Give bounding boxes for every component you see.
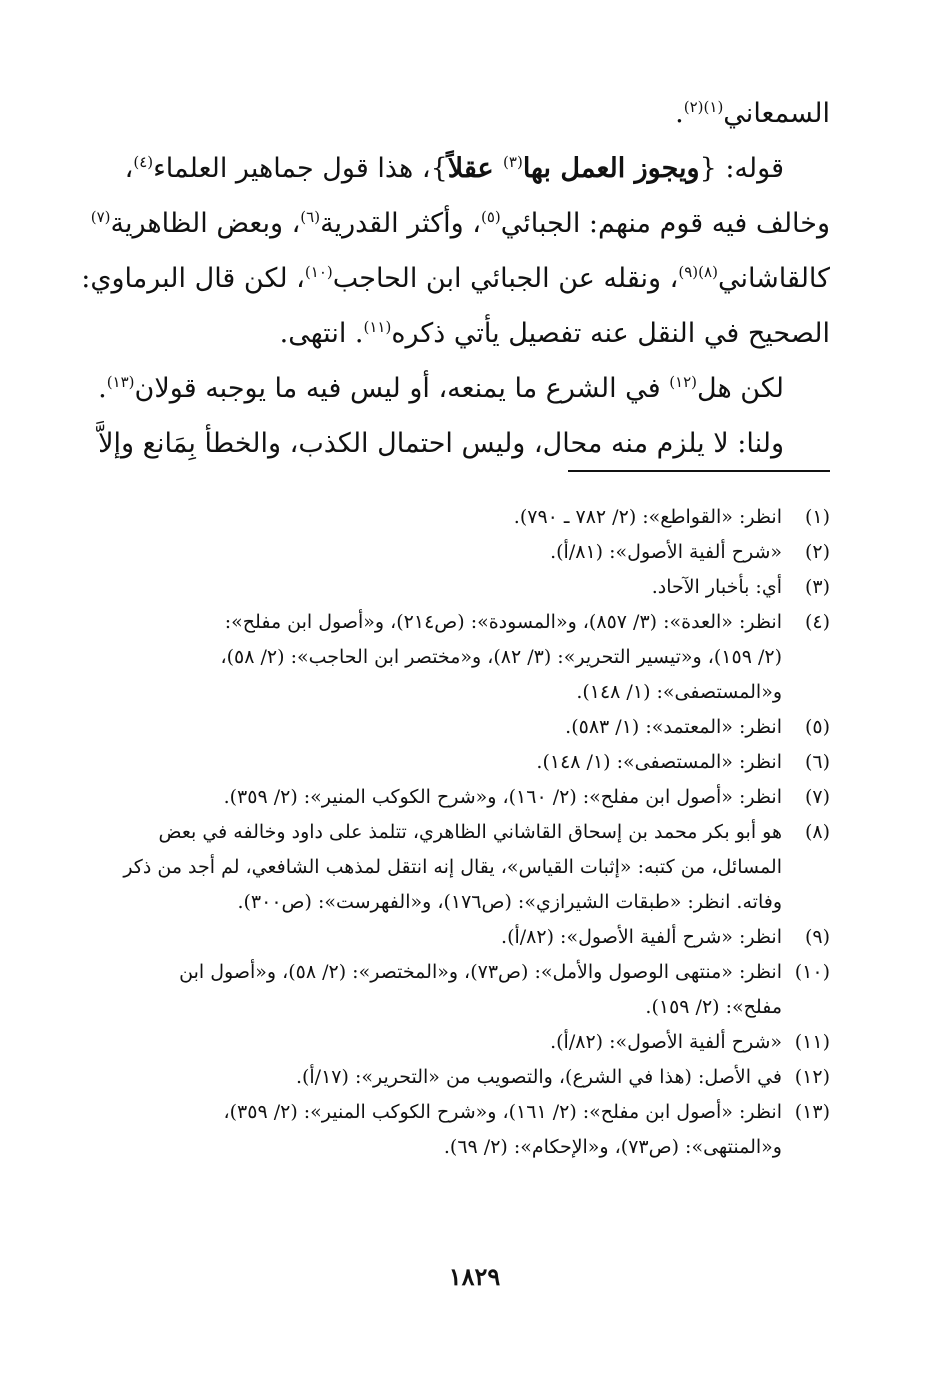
footnote: [130, 745, 830, 780]
footnote-number: (٤): [804, 611, 830, 633]
footnote-line: انظر: «شرح ألفية الأصول»: (٨٢/أ).: [501, 926, 782, 948]
main-line-3: [90, 196, 830, 251]
footnote-line: المسائل، من كتبه: «إثبات القياس»، يقال إنه انتقل لمذهب الشافعي، لم أجد من ذكر: [123, 856, 782, 878]
footnote: [130, 570, 830, 605]
footnote-line: انظر: «العدة»: (٣/ ٨٥٧)، و«المسودة»: (ص٢١٤)، و«أصول ابن مفلح»:: [224, 611, 782, 633]
text-run: ، وبعض الظاهرية: [110, 208, 301, 239]
text-run: لكن هل: [697, 373, 784, 404]
main-line-7: [98, 416, 830, 471]
footnote-number: (٩): [804, 926, 830, 948]
footnote: [130, 955, 830, 1025]
footnote: [130, 535, 830, 570]
footnote-line: و«المنتهى»: (ص٧٣)، و«الإحكام»: (٢/ ٦٩).: [443, 1136, 782, 1158]
text-run: وخالف فيه قوم منهم: الجبائي: [500, 208, 830, 239]
footnote-line: انظر: «أصول ابن مفلح»: (٢/ ١٦٠)، و«شرح الكوكب المنير»: (٢/ ٣٥٩).: [223, 786, 782, 808]
footnote-text: [130, 710, 782, 745]
main-line-1: [108, 86, 830, 141]
footnote-text: [123, 815, 782, 920]
footnote-number: (٥): [804, 716, 830, 738]
text-run: .: [98, 373, 107, 404]
footnote-line: انظر: «المعتمد»: (١/ ٥٨٣).: [565, 716, 782, 738]
footnote-number: (١٢): [794, 1066, 830, 1088]
footnote-text: [130, 1060, 782, 1095]
footnote-line: «شرح ألفية الأصول»: (٨١/أ).: [550, 541, 782, 563]
footnote-line: انظر: «أصول ابن مفلح»: (٢/ ١٦١)، و«شرح الكوكب المنير»: (٢/ ٣٥٩)،: [223, 1101, 782, 1123]
footnote-text: [130, 570, 782, 605]
footnote-line: «شرح ألفية الأصول»: (٨٢/أ).: [550, 1031, 782, 1053]
footnote-ref: (٧): [90, 208, 111, 226]
main-line-5: [108, 306, 830, 361]
footnote-ref: (١٣): [106, 373, 135, 391]
text-run: ، لكن قال البرماوي:: [81, 263, 305, 294]
footnote: [130, 710, 830, 745]
text-run: ، وأكثر القدرية: [320, 208, 481, 239]
footnote-line: وفاته. انظر: «طبقات الشيرازي»: (ص١٧٦)، و«الفهرست»: (ص٣٠٠).: [237, 891, 782, 913]
footnote-text: [130, 500, 782, 535]
footnote: [130, 1095, 830, 1165]
footnote: [130, 1060, 830, 1095]
footnote-ref: (١)(٢): [683, 98, 724, 116]
footnote-ref: (٤): [133, 153, 154, 171]
footnote: [130, 920, 830, 955]
footnote-number: (٧): [804, 786, 830, 808]
footnote: [130, 780, 830, 815]
footnote-ref: (١٠): [304, 263, 333, 281]
footnote-number: (١٠): [794, 961, 830, 983]
main-line-6: [98, 361, 830, 416]
text-run: في الشرع ما يمنعه، أو ليس فيه ما يوجبه قولان: [134, 373, 670, 404]
footnote-number: (٨): [804, 821, 830, 843]
footnote-ref: (١١): [363, 318, 392, 336]
page-number: ١٨٢٩: [448, 1262, 501, 1291]
main-line-4: [81, 251, 830, 306]
footnote-number: (٢): [804, 541, 830, 563]
footnote-line: انظر: «منتهى الوصول والأمل»: (ص٧٣)، و«المختصر»: (٢/ ٥٨)، و«أصول ابن: [179, 961, 782, 983]
footnote-text: [130, 955, 782, 1025]
footnote-ref: (٥): [480, 208, 501, 226]
text-run: }، هذا قول جماهير العلماء: [153, 153, 448, 184]
footnote-number: (١): [804, 506, 830, 528]
quoted-matn: ويجوز العمل بها: [522, 153, 700, 184]
footnotes: [123, 500, 830, 1165]
footnote-text: [130, 920, 782, 955]
footnote-text: [130, 605, 782, 710]
main-line-2: [108, 141, 830, 196]
footnote-number: (١٣): [794, 1101, 830, 1123]
footnote: [123, 815, 830, 920]
footnote: [130, 1025, 830, 1060]
text-run: ولنا: لا يلزم منه محال، وليس احتمال الكذب، والخطأ بِمَانع وإلاَّ: [98, 428, 784, 459]
footnote-line: في الأصل: (هذا في الشرع)، والتصويب من «التحرير»: (١٧/أ).: [295, 1066, 782, 1088]
text-run: .: [675, 98, 684, 129]
footnote-line: (٢/ ١٥٩)، و«تيسير التحرير»: (٣/ ٨٢)، و«مختصر ابن الحاجب»: (٢/ ٥٨)،: [220, 646, 782, 668]
text-run: ،: [124, 153, 134, 184]
text-run: ، ونقله عن الجبائي ابن الحاجب: [332, 263, 679, 294]
footnote-text: [130, 745, 782, 780]
footnote-ref: (٦): [300, 208, 321, 226]
footnote-text: [130, 780, 782, 815]
footnote-text: [130, 535, 782, 570]
footnote-ref: (٣): [503, 153, 523, 171]
footnote-number: (٣): [804, 576, 830, 598]
footnote-ref: (١٢): [669, 373, 698, 391]
footnote: [130, 500, 830, 535]
footnote-number: (٦): [804, 751, 830, 773]
footnote-text: [130, 1095, 782, 1165]
quoted-matn: عقلاً: [447, 153, 504, 184]
footnote-line: و«المستصفى»: (١/ ١٤٨).: [576, 681, 782, 703]
footnote-separator: [568, 470, 830, 472]
footnote-ref: (٨)(٩): [678, 263, 718, 281]
main-text: [81, 86, 830, 471]
text-run: . انتهى.: [279, 318, 364, 349]
footnote-line: انظر: «المستصفى»: (١/ ١٤٨).: [536, 751, 782, 773]
text-run: الصحيح في النقل عنه تفصيل يأتي ذكره: [391, 318, 830, 349]
footnote-line: انظر: «القواطع»: (٢/ ٧٨٢ ـ ٧٩٠).: [513, 506, 782, 528]
footnote: [130, 605, 830, 710]
footnote-line: مفلح»: (٢/ ١٥٩).: [645, 996, 782, 1018]
footnote-line: أي: بأخبار الآحاد.: [651, 576, 782, 598]
footnote-text: [130, 1025, 782, 1060]
text-run: قوله: {: [699, 153, 784, 184]
footnote-line: هو أبو بكر محمد بن إسحاق القاشاني الظاهري، تتلمذ على داود وخالفه في بعض: [158, 821, 782, 843]
text-run: السمعاني: [723, 98, 830, 129]
footnote-number: (١١): [794, 1031, 830, 1053]
text-run: كالقاشاني: [717, 263, 830, 294]
